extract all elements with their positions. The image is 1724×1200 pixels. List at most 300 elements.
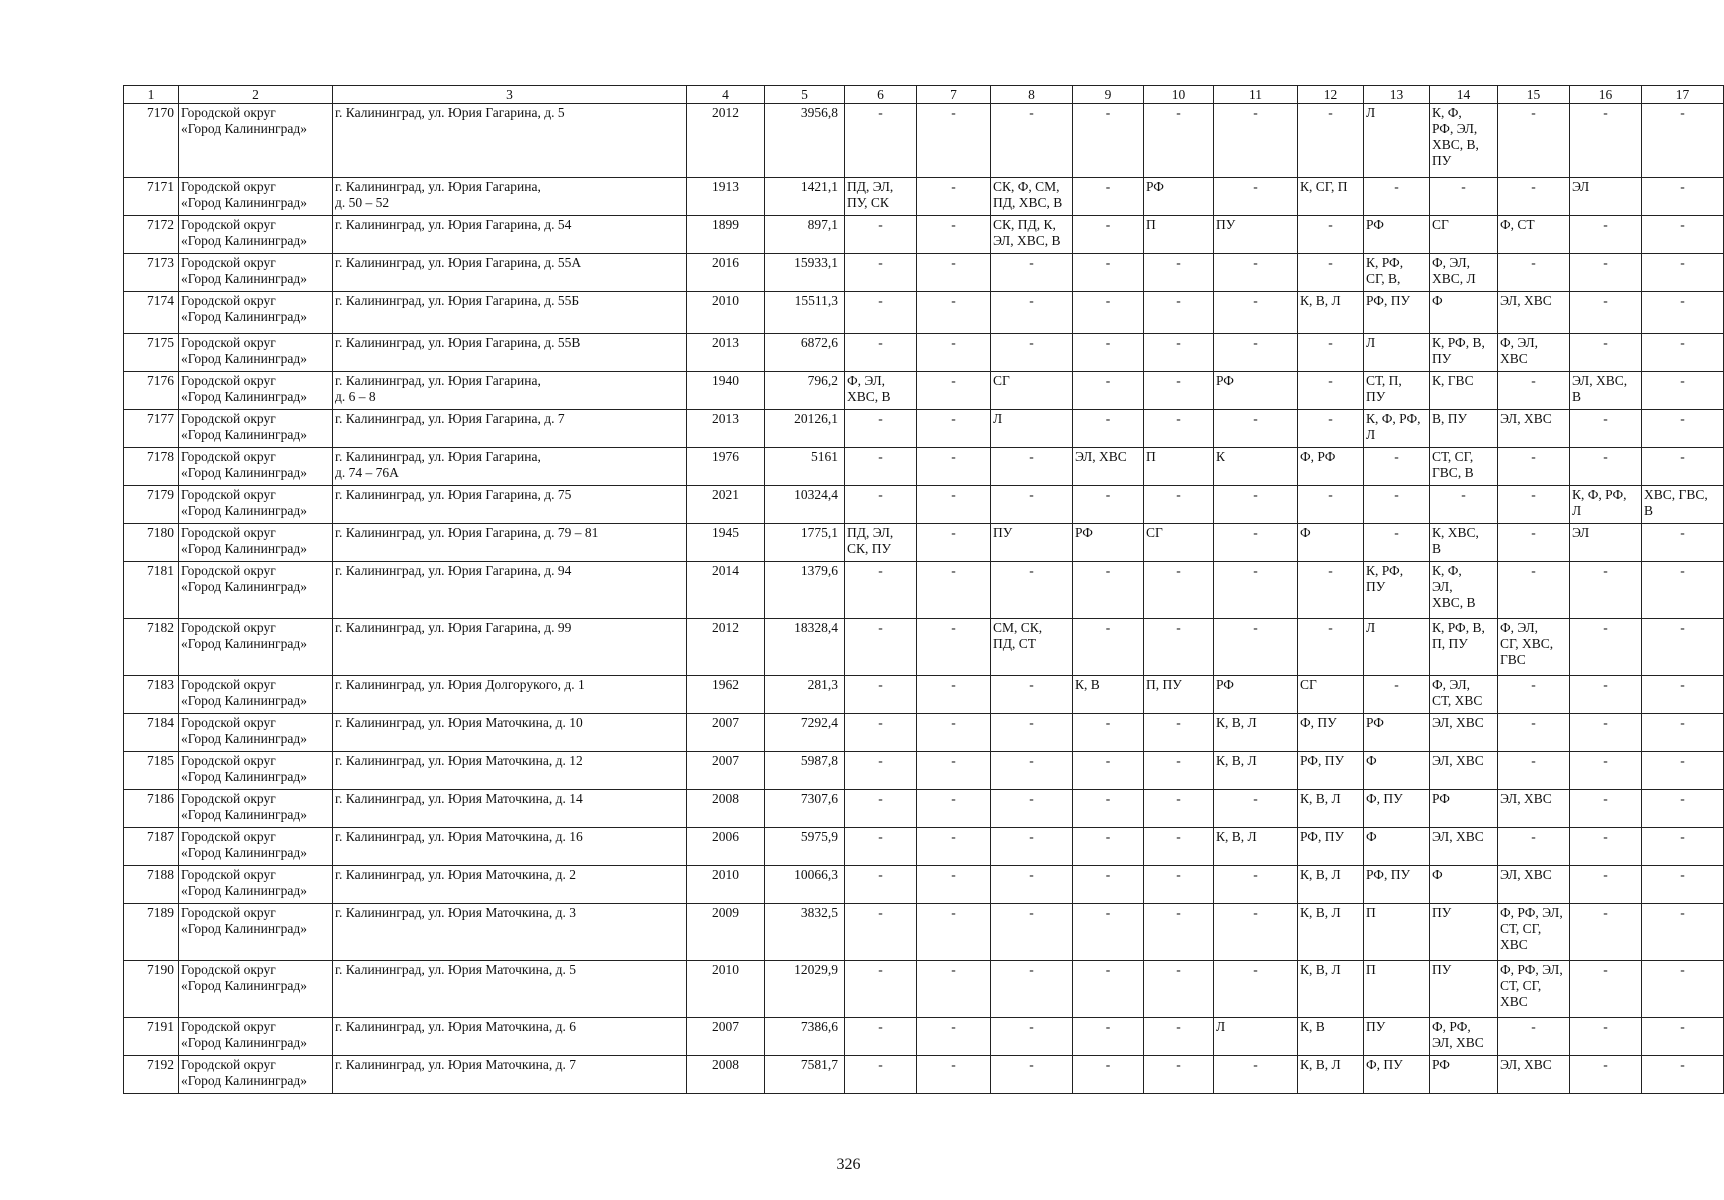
cell-col-17: - [1642,1056,1724,1094]
cell-col-7: - [917,486,991,524]
cell-col-17: - [1642,104,1724,178]
cell-col-17: - [1642,961,1724,1018]
cell-col-16: - [1570,790,1642,828]
cell-col-12: Ф, РФ [1298,448,1364,486]
cell-col-14: К, ХВС, В [1430,524,1498,562]
cell-col-13: - [1364,448,1430,486]
cell-col-12: К, В [1298,1018,1364,1056]
cell-municipality: Городской округ «Город Калининград» [179,254,333,292]
cell-col-9: РФ [1073,524,1144,562]
cell-col-10: - [1144,904,1214,961]
cell-col-15: - [1498,676,1570,714]
cell-col-7: - [917,866,991,904]
cell-col-6: - [845,486,917,524]
cell-col-11: - [1214,619,1298,676]
cell-municipality: Городской округ «Город Калининград» [179,714,333,752]
cell-address: г. Калининград, ул. Юрия Гагарина, д. 55Б [333,292,687,334]
cell-col-17: - [1642,562,1724,619]
cell-col-8: - [991,1056,1073,1094]
table-row [124,448,1724,486]
cell-col-12: - [1298,334,1364,372]
cell-col-16: ЭЛ, ХВС, В [1570,372,1642,410]
cell-col-6: - [845,828,917,866]
table-row [124,372,1724,410]
register-table [123,85,1724,1094]
cell-col-14: В, ПУ [1430,410,1498,448]
cell-col-15: - [1498,254,1570,292]
cell-col-13: Л [1364,619,1430,676]
cell-col-6: - [845,904,917,961]
cell-col-9: - [1073,1018,1144,1056]
cell-year-built: 2008 [687,790,765,828]
cell-col-9: - [1073,828,1144,866]
column-header-9: 9 [1073,86,1144,104]
cell-col-17: - [1642,752,1724,790]
cell-col-13: Л [1364,334,1430,372]
cell-col-8: СК, ПД, К, ЭЛ, ХВС, В [991,216,1073,254]
cell-row-number: 7176 [124,372,179,410]
cell-year-built: 2014 [687,562,765,619]
cell-address: г. Калининград, ул. Юрия Гагарина, д. 5 [333,104,687,178]
cell-col-7: - [917,254,991,292]
cell-col-6: ПД, ЭЛ, СК, ПУ [845,524,917,562]
cell-row-number: 7182 [124,619,179,676]
cell-col-12: СГ [1298,676,1364,714]
table-row [124,178,1724,216]
cell-col-9: - [1073,562,1144,619]
table-body [124,104,1724,1094]
cell-col-9: - [1073,752,1144,790]
cell-col-14: РФ [1430,790,1498,828]
cell-col-8: - [991,676,1073,714]
cell-col-8: - [991,254,1073,292]
cell-col-10: - [1144,104,1214,178]
cell-col-13: - [1364,486,1430,524]
cell-col-11: - [1214,410,1298,448]
cell-col-11: - [1214,961,1298,1018]
cell-col-14: ПУ [1430,961,1498,1018]
column-header-2: 2 [179,86,333,104]
cell-col-6: - [845,292,917,334]
cell-col-11: - [1214,292,1298,334]
cell-year-built: 1962 [687,676,765,714]
cell-col-9: - [1073,372,1144,410]
cell-year-built: 1945 [687,524,765,562]
cell-row-number: 7178 [124,448,179,486]
cell-col-6: ПД, ЭЛ, ПУ, СК [845,178,917,216]
cell-col-7: - [917,1056,991,1094]
cell-col-7: - [917,904,991,961]
cell-col-17: - [1642,904,1724,961]
page-number: 326 [836,1156,861,1173]
cell-col-14: К, РФ, В, ПУ [1430,334,1498,372]
cell-col-9: К, В [1073,676,1144,714]
cell-col-11: - [1214,254,1298,292]
cell-col-12: - [1298,254,1364,292]
cell-col-16: К, Ф, РФ, Л [1570,486,1642,524]
cell-area: 3956,8 [765,104,845,178]
table-row [124,334,1724,372]
column-header-17: 17 [1642,86,1724,104]
cell-col-17: - [1642,790,1724,828]
cell-year-built: 2010 [687,961,765,1018]
cell-area: 7581,7 [765,1056,845,1094]
cell-col-15: - [1498,828,1570,866]
cell-municipality: Городской округ «Город Калининград» [179,178,333,216]
cell-col-11: РФ [1214,372,1298,410]
cell-col-16: - [1570,562,1642,619]
cell-col-17: - [1642,178,1724,216]
cell-col-6: - [845,752,917,790]
table-row [124,486,1724,524]
cell-col-13: РФ [1364,714,1430,752]
column-header-1: 1 [124,86,179,104]
cell-municipality: Городской округ «Город Калининград» [179,486,333,524]
cell-col-12: РФ, ПУ [1298,828,1364,866]
cell-col-11: - [1214,524,1298,562]
cell-year-built: 1940 [687,372,765,410]
cell-col-15: - [1498,1018,1570,1056]
cell-col-7: - [917,676,991,714]
cell-col-16: - [1570,828,1642,866]
cell-col-6: - [845,714,917,752]
cell-row-number: 7170 [124,104,179,178]
cell-municipality: Городской округ «Город Калининград» [179,216,333,254]
cell-col-10: - [1144,1018,1214,1056]
cell-municipality: Городской округ «Город Калининград» [179,828,333,866]
cell-col-11: - [1214,104,1298,178]
cell-col-10: - [1144,828,1214,866]
cell-area: 5987,8 [765,752,845,790]
cell-col-12: - [1298,562,1364,619]
cell-col-15: - [1498,524,1570,562]
cell-col-8: СГ [991,372,1073,410]
cell-col-14: К, РФ, В, П, ПУ [1430,619,1498,676]
table-row [124,1056,1724,1094]
cell-col-10: - [1144,619,1214,676]
cell-row-number: 7187 [124,828,179,866]
cell-col-14: Ф, РФ, ЭЛ, ХВС [1430,1018,1498,1056]
cell-col-10: П [1144,216,1214,254]
cell-col-11: - [1214,562,1298,619]
cell-area: 3832,5 [765,904,845,961]
cell-col-17: - [1642,619,1724,676]
cell-col-9: - [1073,619,1144,676]
cell-col-12: Ф, ПУ [1298,714,1364,752]
cell-col-14: К, Ф, РФ, ЭЛ, ХВС, В, ПУ [1430,104,1498,178]
cell-col-15: Ф, РФ, ЭЛ, СТ, СГ, ХВС [1498,904,1570,961]
cell-col-12: К, В, Л [1298,866,1364,904]
cell-col-8: - [991,334,1073,372]
cell-col-15: ЭЛ, ХВС [1498,410,1570,448]
cell-col-6: Ф, ЭЛ, ХВС, В [845,372,917,410]
cell-col-17: - [1642,524,1724,562]
cell-municipality: Городской округ «Город Калининград» [179,619,333,676]
table-row [124,714,1724,752]
cell-col-12: Ф [1298,524,1364,562]
cell-col-9: - [1073,292,1144,334]
cell-col-10: П, ПУ [1144,676,1214,714]
cell-col-7: - [917,372,991,410]
cell-year-built: 1899 [687,216,765,254]
table-row [124,866,1724,904]
cell-municipality: Городской округ «Город Калининград» [179,410,333,448]
cell-col-16: - [1570,448,1642,486]
cell-col-13: Ф, ПУ [1364,790,1430,828]
cell-col-15: Ф, СТ [1498,216,1570,254]
table-row [124,961,1724,1018]
cell-year-built: 2013 [687,410,765,448]
table-row [124,292,1724,334]
cell-col-13: РФ [1364,216,1430,254]
cell-col-17: - [1642,828,1724,866]
cell-col-15: ЭЛ, ХВС [1498,292,1570,334]
cell-col-10: РФ [1144,178,1214,216]
cell-col-11: - [1214,334,1298,372]
cell-col-13: Ф [1364,752,1430,790]
cell-col-7: - [917,961,991,1018]
cell-col-10: - [1144,790,1214,828]
cell-area: 15933,1 [765,254,845,292]
cell-area: 897,1 [765,216,845,254]
cell-col-7: - [917,104,991,178]
cell-year-built: 1913 [687,178,765,216]
cell-year-built: 2008 [687,1056,765,1094]
cell-col-8: - [991,292,1073,334]
cell-col-16: ЭЛ [1570,178,1642,216]
cell-address: г. Калининград, ул. Юрия Гагарина, д. 7 [333,410,687,448]
cell-col-13: - [1364,178,1430,216]
cell-col-17: - [1642,714,1724,752]
column-header-8: 8 [991,86,1073,104]
cell-col-16: - [1570,866,1642,904]
table-row [124,216,1724,254]
cell-col-17: - [1642,866,1724,904]
cell-col-14: К, ГВС [1430,372,1498,410]
cell-col-12: - [1298,216,1364,254]
cell-year-built: 2006 [687,828,765,866]
cell-col-7: - [917,448,991,486]
cell-col-6: - [845,562,917,619]
cell-col-9: - [1073,1056,1144,1094]
cell-row-number: 7189 [124,904,179,961]
cell-col-16: - [1570,619,1642,676]
cell-col-15: - [1498,752,1570,790]
cell-col-12: К, В, Л [1298,961,1364,1018]
cell-address: г. Калининград, ул. Юрия Долгорукого, д. 1 [333,676,687,714]
cell-col-8: - [991,486,1073,524]
cell-col-12: К, В, Л [1298,1056,1364,1094]
cell-area: 7386,6 [765,1018,845,1056]
cell-col-6: - [845,1018,917,1056]
cell-col-10: - [1144,1056,1214,1094]
cell-row-number: 7173 [124,254,179,292]
cell-col-14: Ф, ЭЛ, СТ, ХВС [1430,676,1498,714]
cell-col-9: - [1073,486,1144,524]
cell-municipality: Городской округ «Город Калининград» [179,1018,333,1056]
cell-col-14: Ф, ЭЛ, ХВС, Л [1430,254,1498,292]
cell-col-17: - [1642,334,1724,372]
cell-col-12: - [1298,410,1364,448]
cell-col-8: - [991,1018,1073,1056]
column-header-15: 15 [1498,86,1570,104]
cell-col-17: ХВС, ГВС, В [1642,486,1724,524]
cell-year-built: 2012 [687,104,765,178]
cell-col-13: РФ, ПУ [1364,292,1430,334]
cell-col-16: - [1570,1056,1642,1094]
cell-col-6: - [845,216,917,254]
cell-col-16: - [1570,904,1642,961]
cell-col-15: - [1498,178,1570,216]
cell-col-15: - [1498,486,1570,524]
cell-year-built: 1976 [687,448,765,486]
column-header-12: 12 [1298,86,1364,104]
cell-area: 7307,6 [765,790,845,828]
cell-col-7: - [917,790,991,828]
cell-col-13: - [1364,524,1430,562]
cell-row-number: 7177 [124,410,179,448]
cell-col-16: - [1570,714,1642,752]
cell-col-11: - [1214,486,1298,524]
cell-row-number: 7180 [124,524,179,562]
cell-col-6: - [845,1056,917,1094]
cell-col-13: Ф [1364,828,1430,866]
cell-year-built: 2007 [687,714,765,752]
cell-col-8: - [991,866,1073,904]
cell-col-14: РФ [1430,1056,1498,1094]
cell-col-15: - [1498,714,1570,752]
cell-col-17: - [1642,448,1724,486]
cell-col-8: - [991,961,1073,1018]
cell-year-built: 2016 [687,254,765,292]
cell-col-17: - [1642,254,1724,292]
cell-col-10: - [1144,866,1214,904]
cell-col-8: СК, Ф, СМ, ПД, ХВС, В [991,178,1073,216]
cell-year-built: 2013 [687,334,765,372]
cell-area: 796,2 [765,372,845,410]
cell-area: 281,3 [765,676,845,714]
table-row [124,619,1724,676]
cell-col-14: ПУ [1430,904,1498,961]
cell-col-9: - [1073,334,1144,372]
cell-col-13: Ф, ПУ [1364,1056,1430,1094]
cell-col-13: К, Ф, РФ, Л [1364,410,1430,448]
cell-col-6: - [845,676,917,714]
cell-col-13: ПУ [1364,1018,1430,1056]
cell-col-13: К, РФ, ПУ [1364,562,1430,619]
cell-area: 5161 [765,448,845,486]
cell-col-8: - [991,714,1073,752]
cell-col-17: - [1642,676,1724,714]
cell-col-12: К, В, Л [1298,790,1364,828]
cell-municipality: Городской округ «Город Калининград» [179,866,333,904]
cell-col-16: - [1570,216,1642,254]
cell-municipality: Городской округ «Город Калининград» [179,676,333,714]
cell-municipality: Городской округ «Город Калининград» [179,292,333,334]
cell-col-16: - [1570,752,1642,790]
cell-col-15: Ф, ЭЛ, ХВС [1498,334,1570,372]
cell-col-9: - [1073,410,1144,448]
cell-row-number: 7172 [124,216,179,254]
cell-col-10: - [1144,372,1214,410]
table-row [124,1018,1724,1056]
cell-row-number: 7192 [124,1056,179,1094]
table-row [124,524,1724,562]
cell-row-number: 7186 [124,790,179,828]
cell-municipality: Городской округ «Город Калининград» [179,448,333,486]
table-row [124,904,1724,961]
cell-address: г. Калининград, ул. Юрия Гагарина, д. 50 – 52 [333,178,687,216]
cell-col-6: - [845,410,917,448]
cell-row-number: 7171 [124,178,179,216]
column-header-13: 13 [1364,86,1430,104]
cell-row-number: 7174 [124,292,179,334]
cell-area: 12029,9 [765,961,845,1018]
cell-municipality: Городской округ «Город Калининград» [179,334,333,372]
cell-col-9: - [1073,104,1144,178]
cell-address: г. Калининград, ул. Юрия Гагарина, д. 55В [333,334,687,372]
cell-col-15: Ф, ЭЛ, СГ, ХВС, ГВС [1498,619,1570,676]
cell-col-8: - [991,828,1073,866]
table-row [124,104,1724,178]
cell-col-10: - [1144,410,1214,448]
cell-col-6: - [845,866,917,904]
cell-col-16: - [1570,410,1642,448]
cell-col-16: - [1570,676,1642,714]
cell-col-14: К, Ф, ЭЛ, ХВС, В [1430,562,1498,619]
cell-col-13: П [1364,961,1430,1018]
cell-municipality: Городской округ «Город Калининград» [179,961,333,1018]
cell-area: 15511,3 [765,292,845,334]
cell-col-12: К, В, Л [1298,292,1364,334]
cell-municipality: Городской округ «Город Калининград» [179,752,333,790]
cell-col-11: - [1214,178,1298,216]
cell-year-built: 2010 [687,866,765,904]
table-row [124,676,1724,714]
cell-col-6: - [845,334,917,372]
cell-col-11: - [1214,1056,1298,1094]
cell-col-15: - [1498,562,1570,619]
cell-col-7: - [917,828,991,866]
column-header-3: 3 [333,86,687,104]
cell-col-7: - [917,1018,991,1056]
cell-col-12: - [1298,486,1364,524]
cell-col-8: - [991,104,1073,178]
cell-col-8: ПУ [991,524,1073,562]
cell-address: г. Калининград, ул. Юрия Гагарина, д. 74 – 76А [333,448,687,486]
cell-col-9: - [1073,866,1144,904]
cell-col-16: ЭЛ [1570,524,1642,562]
cell-col-10: - [1144,752,1214,790]
cell-col-8: - [991,904,1073,961]
cell-area: 6872,6 [765,334,845,372]
cell-row-number: 7179 [124,486,179,524]
cell-municipality: Городской округ «Город Калининград» [179,790,333,828]
cell-area: 1775,1 [765,524,845,562]
cell-col-11: К [1214,448,1298,486]
cell-col-6: - [845,104,917,178]
column-header-10: 10 [1144,86,1214,104]
cell-area: 5975,9 [765,828,845,866]
column-number-header-row [124,86,1724,104]
cell-col-13: П [1364,904,1430,961]
cell-col-12: К, СГ, П [1298,178,1364,216]
cell-address: г. Калининград, ул. Юрия Гагарина, д. 94 [333,562,687,619]
cell-col-7: - [917,562,991,619]
column-header-14: 14 [1430,86,1498,104]
cell-col-15: Ф, РФ, ЭЛ, СТ, СГ, ХВС [1498,961,1570,1018]
cell-year-built: 2010 [687,292,765,334]
